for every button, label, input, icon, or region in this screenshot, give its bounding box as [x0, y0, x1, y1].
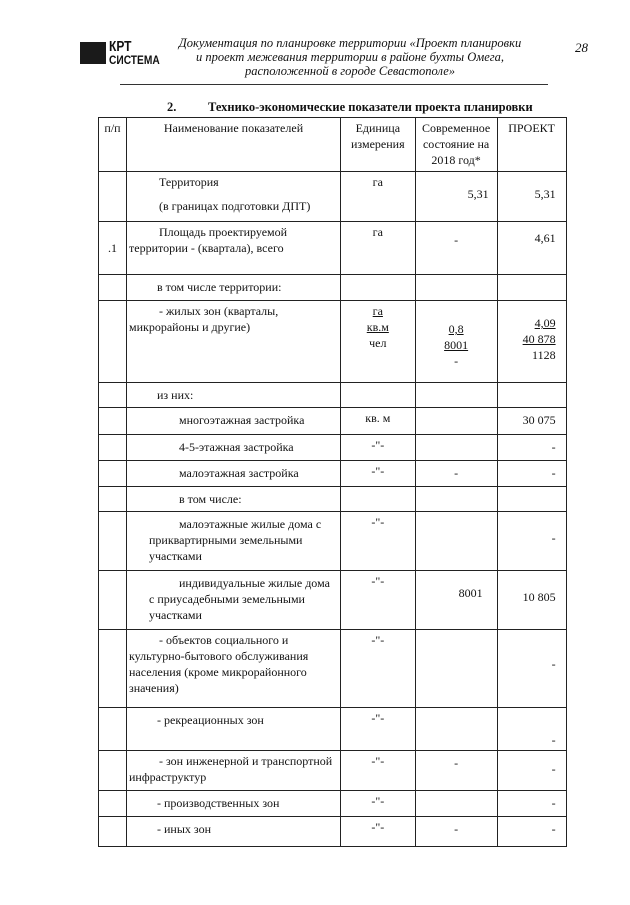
header-divider: [120, 84, 548, 85]
indicator-name-line: индивидуальные жилые дома: [179, 576, 330, 590]
indicator-name: [127, 571, 341, 630]
indicator-name-line: Площадь проектируемой: [159, 225, 288, 239]
table-row: [99, 461, 567, 487]
indicator-name: [127, 487, 341, 512]
unit-value: [341, 791, 416, 817]
indicator-name-line: - рекреационных зон: [157, 713, 264, 727]
current-value: [415, 435, 497, 461]
table-row: [99, 222, 567, 275]
current-value-line: -: [454, 466, 459, 480]
table-row: [99, 408, 567, 435]
table-header-row: [99, 118, 567, 172]
indicator-name-line: территории - (квартала), всего: [129, 241, 284, 255]
indicator-name-line: - жилых зон (кварталы,: [159, 304, 279, 318]
unit-value-line: га: [372, 304, 383, 318]
current-value-line: -: [454, 233, 459, 247]
col-header-num: п/п: [99, 118, 127, 172]
indicators-table: [98, 117, 567, 847]
project-value-line: -: [551, 796, 556, 810]
indicator-name-line: малоэтажная застройка: [179, 466, 299, 480]
row-number: [99, 512, 127, 571]
project-value: [497, 571, 566, 630]
current-value-line: 8001: [458, 586, 483, 600]
current-value: [415, 630, 497, 708]
row-number: [99, 172, 127, 222]
current-value: [415, 817, 497, 847]
indicator-name: [127, 222, 341, 275]
current-value-line: 8001: [444, 338, 469, 352]
current-value: [415, 751, 497, 791]
indicator-name-line: - зон инженерной и транспортной: [159, 754, 333, 768]
page-header: [0, 0, 630, 90]
indicator-name-line: - объектов социального и: [159, 633, 289, 647]
unit-value: [341, 383, 416, 408]
table-row: [99, 708, 567, 751]
current-value: [415, 708, 497, 751]
current-value: [415, 275, 497, 301]
row-number: [99, 222, 127, 275]
indicator-name-line: культурно-бытового обслуживания: [129, 649, 309, 663]
project-value: [497, 435, 566, 461]
indicator-name-line: инфраструктур: [129, 770, 207, 784]
project-value-line: 5,31: [534, 187, 556, 201]
unit-value: [341, 630, 416, 708]
project-value: [497, 383, 566, 408]
unit-value: [341, 751, 416, 791]
unit-value: [341, 172, 416, 222]
current-value: [415, 791, 497, 817]
current-value: [415, 571, 497, 630]
current-value-line: -: [454, 354, 459, 368]
project-value-line: 4,61: [534, 231, 556, 245]
unit-value-line: чел: [369, 336, 387, 350]
row-number: [99, 383, 127, 408]
current-value: [415, 461, 497, 487]
row-number: [99, 408, 127, 435]
unit-value-line: -"-: [371, 515, 385, 529]
unit-value-line: -"-: [371, 794, 385, 808]
table-row: [99, 791, 567, 817]
indicator-name-line: (в границах подготовки ДПТ): [159, 199, 311, 213]
project-value: [497, 630, 566, 708]
unit-value-line: -"-: [371, 464, 385, 478]
table-row: [99, 487, 567, 512]
unit-value: [341, 275, 416, 301]
krt-sistema-logo: [80, 38, 165, 68]
indicator-name: [127, 708, 341, 751]
unit-value-line: -"-: [371, 633, 385, 647]
indicator-name-line: участками: [149, 608, 202, 622]
project-value: [497, 275, 566, 301]
row-number: [99, 461, 127, 487]
table-row: [99, 383, 567, 408]
row-number: [99, 751, 127, 791]
indicator-name: [127, 512, 341, 571]
indicator-name-line: населения (кроме микрорайонного: [129, 665, 307, 679]
indicator-name-line: малоэтажные жилые дома с: [179, 517, 322, 531]
indicator-name: [127, 817, 341, 847]
project-value: [497, 172, 566, 222]
unit-value: [341, 512, 416, 571]
current-value-line: -: [454, 822, 459, 836]
page-number: 28: [575, 40, 588, 55]
table-row: [99, 571, 567, 630]
indicator-name: [127, 408, 341, 435]
indicator-name-line: микрорайоны и другие): [129, 320, 251, 334]
col-header-current: Современное состояние на 2018 год*: [415, 118, 497, 172]
col-header-project: ПРОЕКТ: [497, 118, 566, 172]
current-value: [415, 383, 497, 408]
current-value: [415, 408, 497, 435]
project-value-line: -: [551, 762, 556, 776]
current-value: [415, 487, 497, 512]
table-row: [99, 301, 567, 383]
indicator-name-line: приквартирными земельными: [149, 533, 303, 547]
row-number: [99, 301, 127, 383]
indicator-name: [127, 301, 341, 383]
col-header-unit: Единица измерения: [341, 118, 416, 172]
section-title: Технико-экономические показатели проекта планировки: [208, 100, 533, 114]
project-value: [497, 512, 566, 571]
indicator-name-line: Территория: [159, 175, 219, 189]
indicator-name: [127, 383, 341, 408]
table-row: [99, 435, 567, 461]
unit-value-line: -"-: [371, 754, 385, 768]
indicator-name-line: из них:: [157, 388, 194, 402]
unit-value-line: га: [372, 175, 383, 189]
project-value: [497, 461, 566, 487]
document-title-line: Документация по планировке территории «Проект планировки: [178, 36, 522, 50]
current-value-line: 0,8: [448, 322, 464, 336]
current-value: [415, 512, 497, 571]
project-value-line: -: [551, 822, 556, 836]
row-number: [99, 817, 127, 847]
indicator-name: [127, 751, 341, 791]
project-value-line: -: [551, 440, 556, 454]
unit-value: [341, 222, 416, 275]
indicator-name: [127, 461, 341, 487]
indicator-name-line: в том числе:: [179, 492, 242, 506]
indicator-name-line: в том числе территории:: [157, 280, 282, 294]
unit-value-line: -"-: [371, 820, 385, 834]
indicator-name: [127, 435, 341, 461]
unit-value: [341, 461, 416, 487]
indicator-name-line: значения): [129, 681, 179, 695]
indicator-name-line: многоэтажная застройка: [179, 413, 305, 427]
unit-value: [341, 571, 416, 630]
project-value: [497, 817, 566, 847]
unit-value: [341, 708, 416, 751]
section-number: 2.: [167, 100, 177, 114]
project-value: [497, 222, 566, 275]
current-value: [415, 301, 497, 383]
row-number: [99, 487, 127, 512]
row-number: [99, 630, 127, 708]
logo-text-line1: КРТ: [109, 38, 132, 55]
unit-value-line: -"-: [371, 574, 385, 588]
project-value-line: -: [551, 733, 556, 747]
row-number: [99, 791, 127, 817]
col-header-name: Наименование показателей: [127, 118, 341, 172]
table-row: [99, 275, 567, 301]
project-value-line: 30 075: [522, 413, 556, 427]
row-number-line: .1: [108, 241, 117, 255]
project-value: [497, 301, 566, 383]
logo-mark-icon: [80, 42, 106, 64]
unit-value-line: га: [372, 225, 383, 239]
project-value-line: -: [551, 531, 556, 545]
current-value-line: 5,31: [467, 187, 489, 201]
project-value: [497, 487, 566, 512]
project-value: [497, 408, 566, 435]
project-value-line: 4,09: [534, 316, 556, 330]
unit-value: [341, 487, 416, 512]
indicator-name: [127, 630, 341, 708]
logo-text-line2: СИСТЕМА: [109, 53, 160, 67]
table-row: [99, 751, 567, 791]
indicator-name-line: с приусадебными земельными: [149, 592, 305, 606]
unit-value: [341, 817, 416, 847]
project-value-line: 40 878: [522, 332, 556, 346]
current-value: [415, 172, 497, 222]
unit-value-line: кв.м: [366, 320, 389, 334]
row-number: [99, 571, 127, 630]
indicator-name: [127, 275, 341, 301]
unit-value-line: -"-: [371, 711, 385, 725]
project-value: [497, 751, 566, 791]
indicator-name-line: участками: [149, 549, 202, 563]
current-value: [415, 222, 497, 275]
document-title-line: и проект межевания территории в районе бухты Омега,: [195, 50, 505, 64]
project-value-line: -: [551, 657, 556, 671]
project-value: [497, 708, 566, 751]
unit-value: [341, 435, 416, 461]
current-value-line: -: [454, 756, 459, 770]
unit-value: [341, 408, 416, 435]
document-title-line: расположенной в городе Севастополе»: [244, 64, 456, 78]
unit-value-line: кв. м: [365, 411, 391, 425]
unit-value: [341, 301, 416, 383]
row-number: [99, 435, 127, 461]
project-value-line: -: [551, 466, 556, 480]
unit-value-line: -"-: [371, 438, 385, 452]
project-value-line: 10 805: [522, 590, 556, 604]
indicator-name: [127, 791, 341, 817]
document-title: [160, 36, 540, 78]
table-row: [99, 512, 567, 571]
table-row: [99, 817, 567, 847]
indicator-name-line: - иных зон: [157, 822, 211, 836]
indicator-name-line: - производственных зон: [157, 796, 280, 810]
indicator-name: [127, 172, 341, 222]
project-value-line: 1128: [532, 348, 556, 362]
indicator-name-line: 4-5-этажная застройка: [179, 440, 294, 454]
table-row: [99, 630, 567, 708]
table-row: [99, 172, 567, 222]
row-number: [99, 708, 127, 751]
project-value: [497, 791, 566, 817]
row-number: [99, 275, 127, 301]
